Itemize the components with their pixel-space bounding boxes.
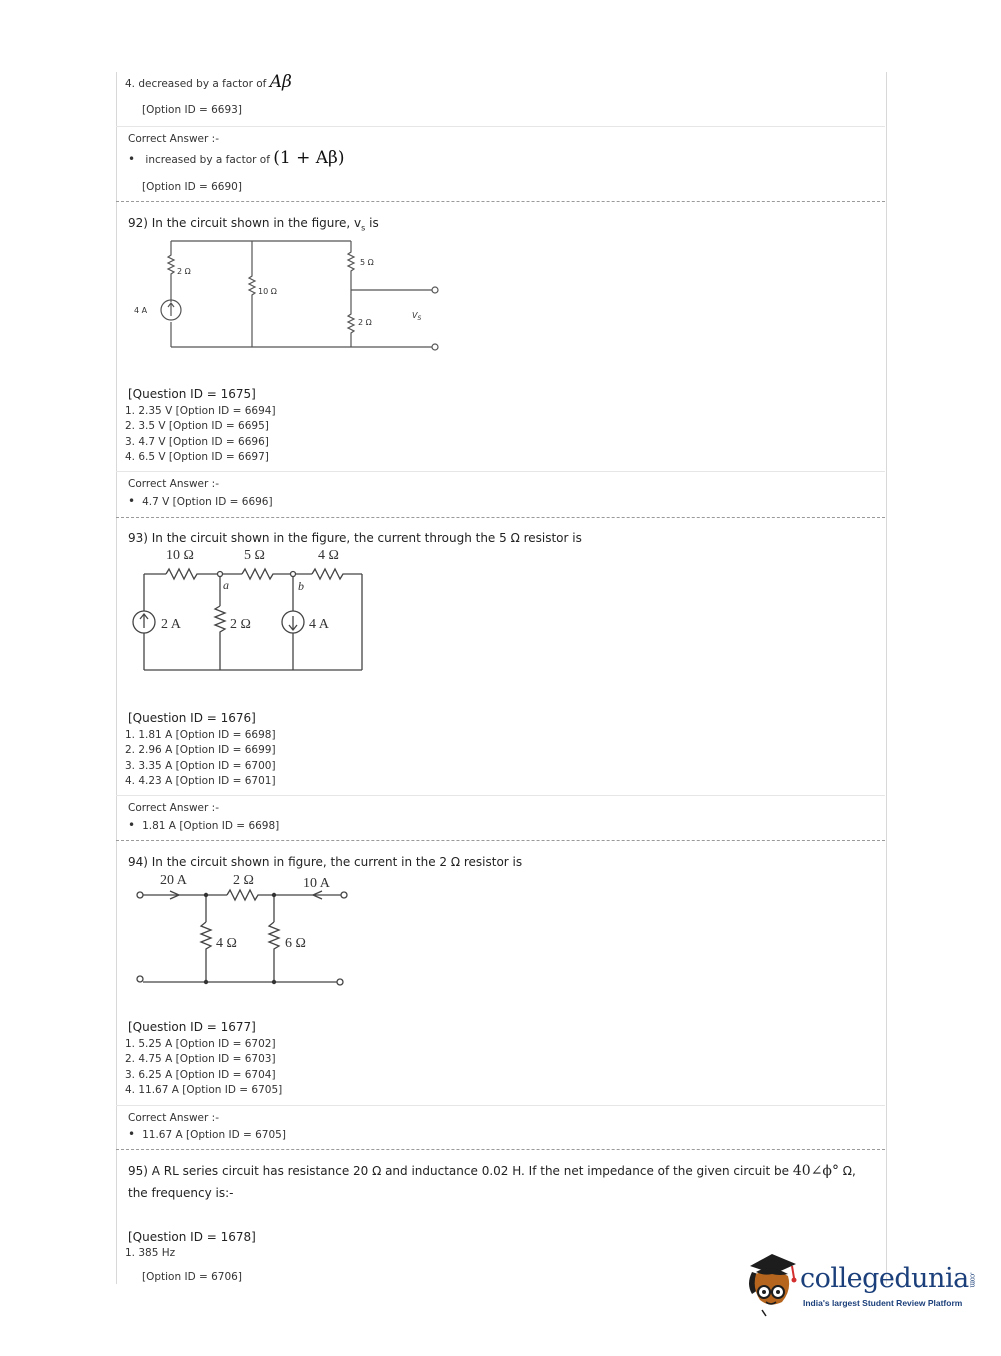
option-95-1-id: [Option ID = 6706] — [142, 1271, 242, 1283]
fig93-r4: 4 Ω — [318, 548, 339, 563]
option-94-3[interactable]: 3. 6.25 A [Option ID = 6704] — [125, 1068, 276, 1081]
correct-answer-label: Correct Answer :- — [128, 802, 219, 814]
option-93-2[interactable]: 2. 2.96 A [Option ID = 6699] — [125, 744, 276, 757]
fig92-r2a: 2 Ω — [177, 267, 191, 276]
question-id-94: [Question ID = 1677] — [128, 1020, 256, 1034]
fig94-r2: 2 Ω — [233, 873, 254, 888]
option-92-3[interactable]: 3. 4.7 V [Option ID = 6696] — [125, 435, 269, 448]
correct-answer-label: Correct Answer :- — [128, 478, 219, 490]
question-separator — [116, 517, 885, 518]
collegedunia-logo[interactable] — [742, 1250, 977, 1320]
fig93-node-a: a — [223, 578, 229, 592]
fig92-r5: 5 Ω — [360, 258, 374, 267]
divider — [116, 471, 885, 472]
question-id-92: [Question ID = 1675] — [128, 387, 256, 401]
fig93-r2: 2 Ω — [230, 617, 251, 632]
question-separator — [116, 1149, 885, 1150]
divider — [116, 795, 885, 796]
options-93 — [125, 728, 276, 789]
question-id-93: [Question ID = 1676] — [128, 711, 256, 725]
correct-answer-94: • 11.67 A [Option ID = 6705] — [128, 1127, 286, 1141]
fig93-node-b: b — [298, 579, 304, 593]
prev-option-4: 4. decreased by a factor of Aβ — [125, 72, 292, 92]
options-94 — [125, 1037, 282, 1098]
option-93-3[interactable]: 3. 3.35 A [Option ID = 6700] — [125, 759, 276, 772]
logo-tagline: India's largest Student Review Platform — [803, 1298, 963, 1308]
option-93-4[interactable]: 4. 4.23 A [Option ID = 6701] — [125, 774, 276, 787]
prev-correct-id: [Option ID = 6690] — [142, 181, 242, 193]
circuit-figure-92 — [120, 232, 450, 357]
fig92-vs: $V_S$ — [412, 311, 422, 322]
option-92-1[interactable]: 1. 2.35 V [Option ID = 6694] — [125, 405, 276, 417]
fig94-i20: 20 A — [160, 873, 187, 888]
correct-answer-93: • 1.81 A [Option ID = 6698] — [128, 818, 279, 832]
fig92-r2b: 2 Ω — [358, 318, 372, 327]
fig94-r4: 4 Ω — [216, 936, 237, 951]
question-separator — [116, 201, 885, 202]
option-94-2[interactable]: 2. 4.75 A [Option ID = 6703] — [125, 1053, 276, 1066]
divider — [116, 126, 885, 127]
fig94-i10: 10 A — [303, 876, 330, 891]
question-id-95: [Question ID = 1678] — [128, 1230, 256, 1244]
circuit-figure-93 — [124, 543, 374, 678]
fig93-src4: 4 A — [309, 617, 329, 632]
fig94-r6: 6 Ω — [285, 936, 306, 951]
option-92-4[interactable]: 4. 6.5 V [Option ID = 6697] — [125, 450, 269, 463]
correct-answer-label: Correct Answer :- — [128, 1112, 219, 1124]
option-93-1[interactable]: 1. 1.81 A [Option ID = 6698] — [125, 729, 276, 741]
question-95-text-2: the frequency is:- — [128, 1186, 234, 1200]
prev-option-4-id: [Option ID = 6693] — [142, 104, 242, 116]
option-94-1[interactable]: 1. 5.25 A [Option ID = 6702] — [125, 1038, 276, 1050]
question-93-text: 93) In the circuit shown in the figure, the current through the 5 Ω resistor is — [128, 531, 582, 545]
circuit-figure-94 — [130, 868, 360, 993]
fig92-src: 4 A — [134, 306, 148, 315]
question-95-text: 95) A RL series circuit has resistance 20 Ω and inductance 0.02 H. If the net impedance of the given circuit be 40∠ϕ° Ω, — [128, 1163, 856, 1179]
option-92-2[interactable]: 2. 3.5 V [Option ID = 6695] — [125, 420, 269, 433]
option-95-1[interactable]: 1. 385 Hz — [125, 1247, 176, 1259]
options-92 — [125, 404, 276, 465]
divider — [116, 1105, 885, 1106]
fig92-r10: 10 Ω — [258, 287, 277, 296]
fig93-src2: 2 A — [161, 617, 181, 632]
fig93-r5: 5 Ω — [244, 548, 265, 563]
question-separator — [116, 840, 885, 841]
question-94-text: 94) In the circuit shown in figure, the current in the 2 Ω resistor is — [128, 855, 523, 869]
question-92-text: 92) In the circuit shown in the figure, $v_s$ is — [128, 216, 379, 233]
option-94-4[interactable]: 4. 11.67 A [Option ID = 6705] — [125, 1083, 283, 1096]
mascot-icon — [742, 1250, 802, 1318]
logo-wordmark: collegedunia.com — [800, 1263, 977, 1294]
correct-answer-label: Correct Answer :- — [128, 133, 219, 145]
fig93-r10: 10 Ω — [166, 548, 194, 563]
correct-answer-92: • 4.7 V [Option ID = 6696] — [128, 494, 273, 508]
prev-correct-answer: • increased by a factor of (1 + Aβ) — [128, 148, 344, 168]
